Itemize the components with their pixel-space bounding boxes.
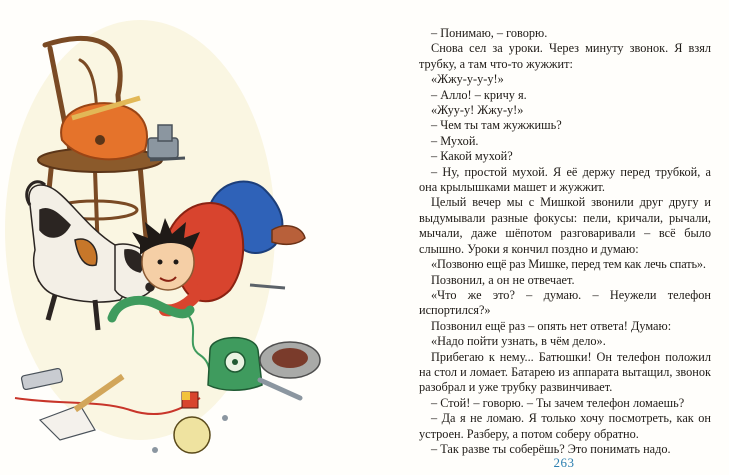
dial-ring (174, 417, 210, 453)
paragraph: Снова сел за уроки. Через минуту звонок. Я взял трубку, а там что-то жужжит: (419, 41, 711, 71)
paragraph: «Жжу-у-у-у!» (431, 72, 504, 87)
paragraph: Прибегаю к нему... Батюшки! Он телефон положил на стол и ломает. Батарею из аппарата вытащил, звонок разобрал и уже трубку развинчивает. (419, 349, 711, 395)
boy-eye-right (174, 260, 179, 265)
paragraph: – Чем ты там жужжишь? (431, 118, 562, 133)
paragraph: – Понимаю, – говорю. (431, 26, 548, 40)
paragraph: – Какой мухой? (431, 149, 513, 164)
paragraph: – Ну, простой мухой. Я её держу перед трубкой, а она крылышками машет и жужжит. (419, 164, 711, 195)
school-bag (61, 103, 147, 159)
boy-shoe (272, 226, 305, 245)
paragraph: «Позвоню ещё раз Мишке, перед тем как лечь спать». (431, 257, 706, 272)
paragraph: – Алло! – кричу я. (431, 87, 527, 102)
story-text (419, 26, 711, 457)
screw (222, 415, 228, 421)
paragraph: Позвонил ещё раз – опять нет ответа! Думаю: (431, 318, 672, 333)
paragraph: «Надо пойти узнать, в чём дело». (431, 334, 606, 349)
paragraph: Целый вечер мы с Мишкой звонили друг другу и выдумывали разные фокусы: пели, кричали, рычали, мычали, даже шёпотом разговаривали – всё было слышно. Уроки я кончил поздно и думаю: (419, 195, 711, 256)
paragraph: – Мухой. (431, 133, 479, 148)
rotary-dial (260, 342, 320, 378)
page-number: 263 (553, 455, 575, 470)
paragraph: «Что же это? – думаю. – Неужели телефон испортился?» (419, 287, 711, 318)
wrench (260, 380, 300, 398)
paragraph: – Так разве ты соберёшь? Это понимать надо. (431, 441, 671, 456)
boy-eye-left (158, 260, 163, 265)
toy-cube-top (182, 392, 190, 400)
nut (152, 447, 158, 453)
paragraph: – Стой! – говорю. – Ты зачем телефон ломаешь? (431, 395, 685, 410)
paragraph: – Да я не ломаю. Я только хочу посмотреть, как он устроен. Разберу, а потом соберу обратно. (419, 411, 711, 441)
paragraph: «Жуу-у! Жжу-у!» (431, 103, 524, 118)
bag-buckle (95, 135, 105, 145)
telephone-base (208, 338, 262, 391)
paragraph: Позвонил, а он не отвечает. (431, 272, 575, 287)
